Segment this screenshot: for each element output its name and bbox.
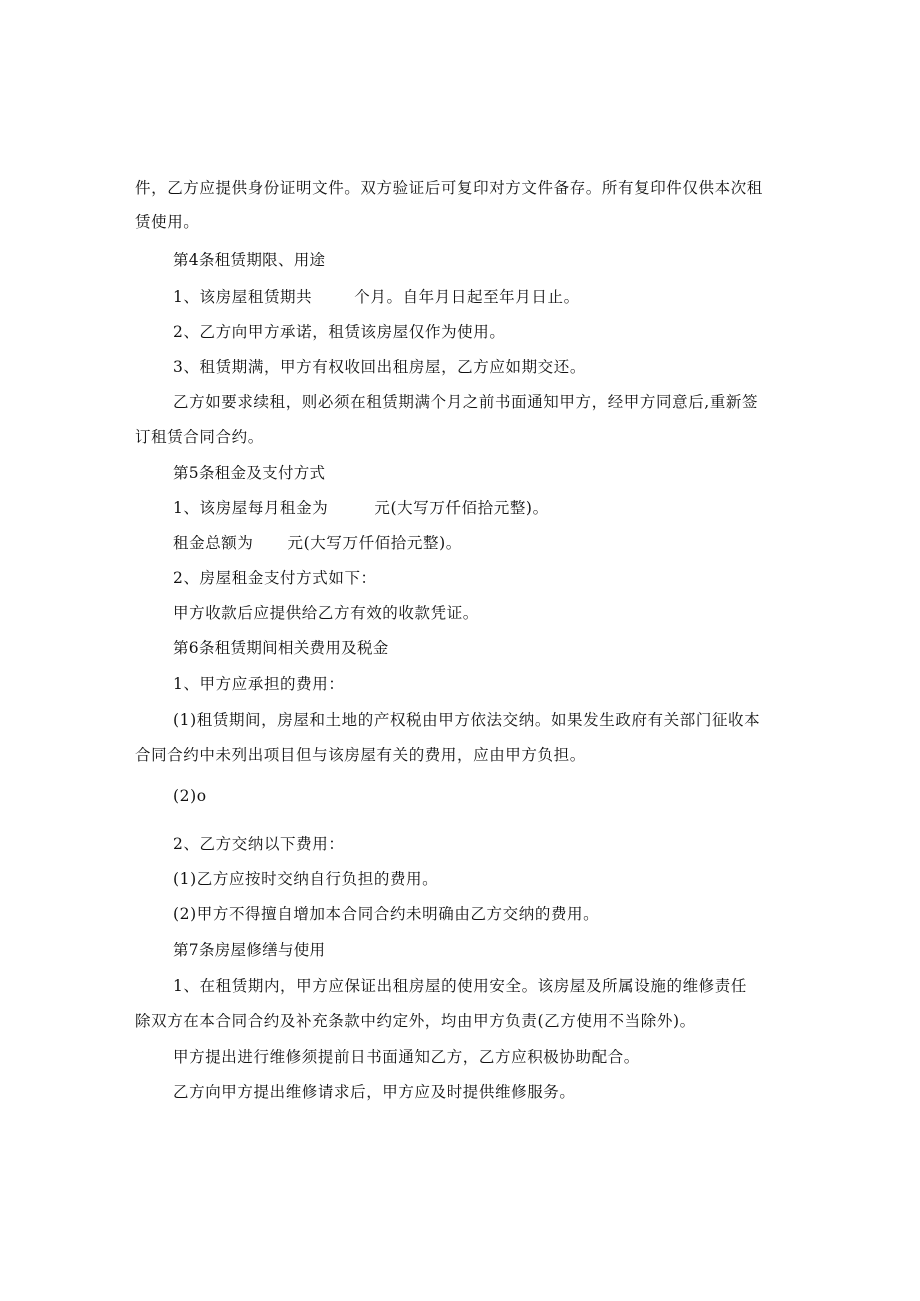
article-6-item-2: 2、乙方交纳以下费用： (173, 835, 345, 853)
article-7-item-1-line-1: 1、在租赁期内，甲方应保证出租房屋的使用安全。该房屋及所属设施的维修责任 (173, 977, 747, 995)
article-7-repair-request: 乙方向甲方提出维修请求后，甲方应及时提供维修服务。 (173, 1083, 576, 1101)
article-4-item-1-part-1: 1、该房屋租赁期共 (173, 288, 313, 306)
article-7-title: 第7条房屋修缮与使用 (173, 941, 326, 959)
article-6-item-1: 1、甲方应承担的费用： (173, 675, 345, 693)
article-4-renewal-line-2: 订租赁合同合约。 (135, 428, 264, 446)
article-4-item-1 (173, 287, 580, 307)
article-5-item-1-part-1: 1、该房屋每月租金为 (173, 499, 329, 517)
article-5-item-2: 2、房屋租金支付方式如下： (173, 569, 377, 587)
article-4-title: 第4条租赁期限、用途 (173, 251, 326, 269)
article-6-sub-1-line-1: (1)租赁期间，房屋和土地的产权税由甲方依法交纳。如果发生政府有关部门征收本 (173, 711, 761, 729)
article-4-item-1-part-2: 个月。自年月日起至年月日止。 (354, 288, 580, 306)
paragraph-identity-line-2: 赁使用。 (135, 213, 200, 231)
article-4-item-3: 3、租赁期满，甲方有权收回出租房屋，乙方应如期交还。 (173, 358, 586, 376)
article-5-total-part-1: 租金总额为 (173, 534, 254, 552)
article-5-item-1 (173, 498, 549, 518)
article-7-repair-notice: 甲方提出进行维修须提前日书面通知乙方，乙方应积极协助配合。 (173, 1048, 640, 1066)
paragraph-identity-line-1: 件，乙方应提供身份证明文件。双方验证后可复印对方文件备存。所有复印件仅供本次租 (135, 179, 763, 197)
article-5-receipt: 甲方收款后应提供给乙方有效的收款凭证。 (173, 604, 479, 622)
article-6-title: 第6条租赁期间相关费用及税金 (173, 639, 389, 657)
article-6-item-2-sub-1: (1)乙方应按时交纳自行负担的费用。 (173, 870, 439, 888)
article-6-item-2-sub-2: (2)甲方不得擅自增加本合同合约未明确由乙方交纳的费用。 (173, 905, 600, 923)
article-4-item-2: 2、乙方向甲方承诺，租赁该房屋仅作为使用。 (173, 323, 506, 341)
article-5-title: 第5条租金及支付方式 (173, 464, 326, 482)
article-6-sub-2: (2)o (173, 787, 207, 805)
article-4-renewal-line-1: 乙方如要求续租，则必须在租赁期满个月之前书面通知甲方，经甲方同意后,重新签 (173, 393, 759, 411)
article-5-item-1-part-2: 元(大写万仟佰拾元整)。 (374, 499, 549, 517)
article-7-item-1-line-2: 除双方在本合同合约及补充条款中约定外，均由甲方负责(乙方使用不当除外)。 (135, 1012, 696, 1030)
article-6-sub-1-line-2: 合同合约中未列出项目但与该房屋有关的费用，应由甲方负担。 (135, 746, 586, 764)
article-5-total (173, 533, 462, 553)
article-5-total-part-2: 元(大写万仟佰拾元整)。 (287, 534, 462, 552)
